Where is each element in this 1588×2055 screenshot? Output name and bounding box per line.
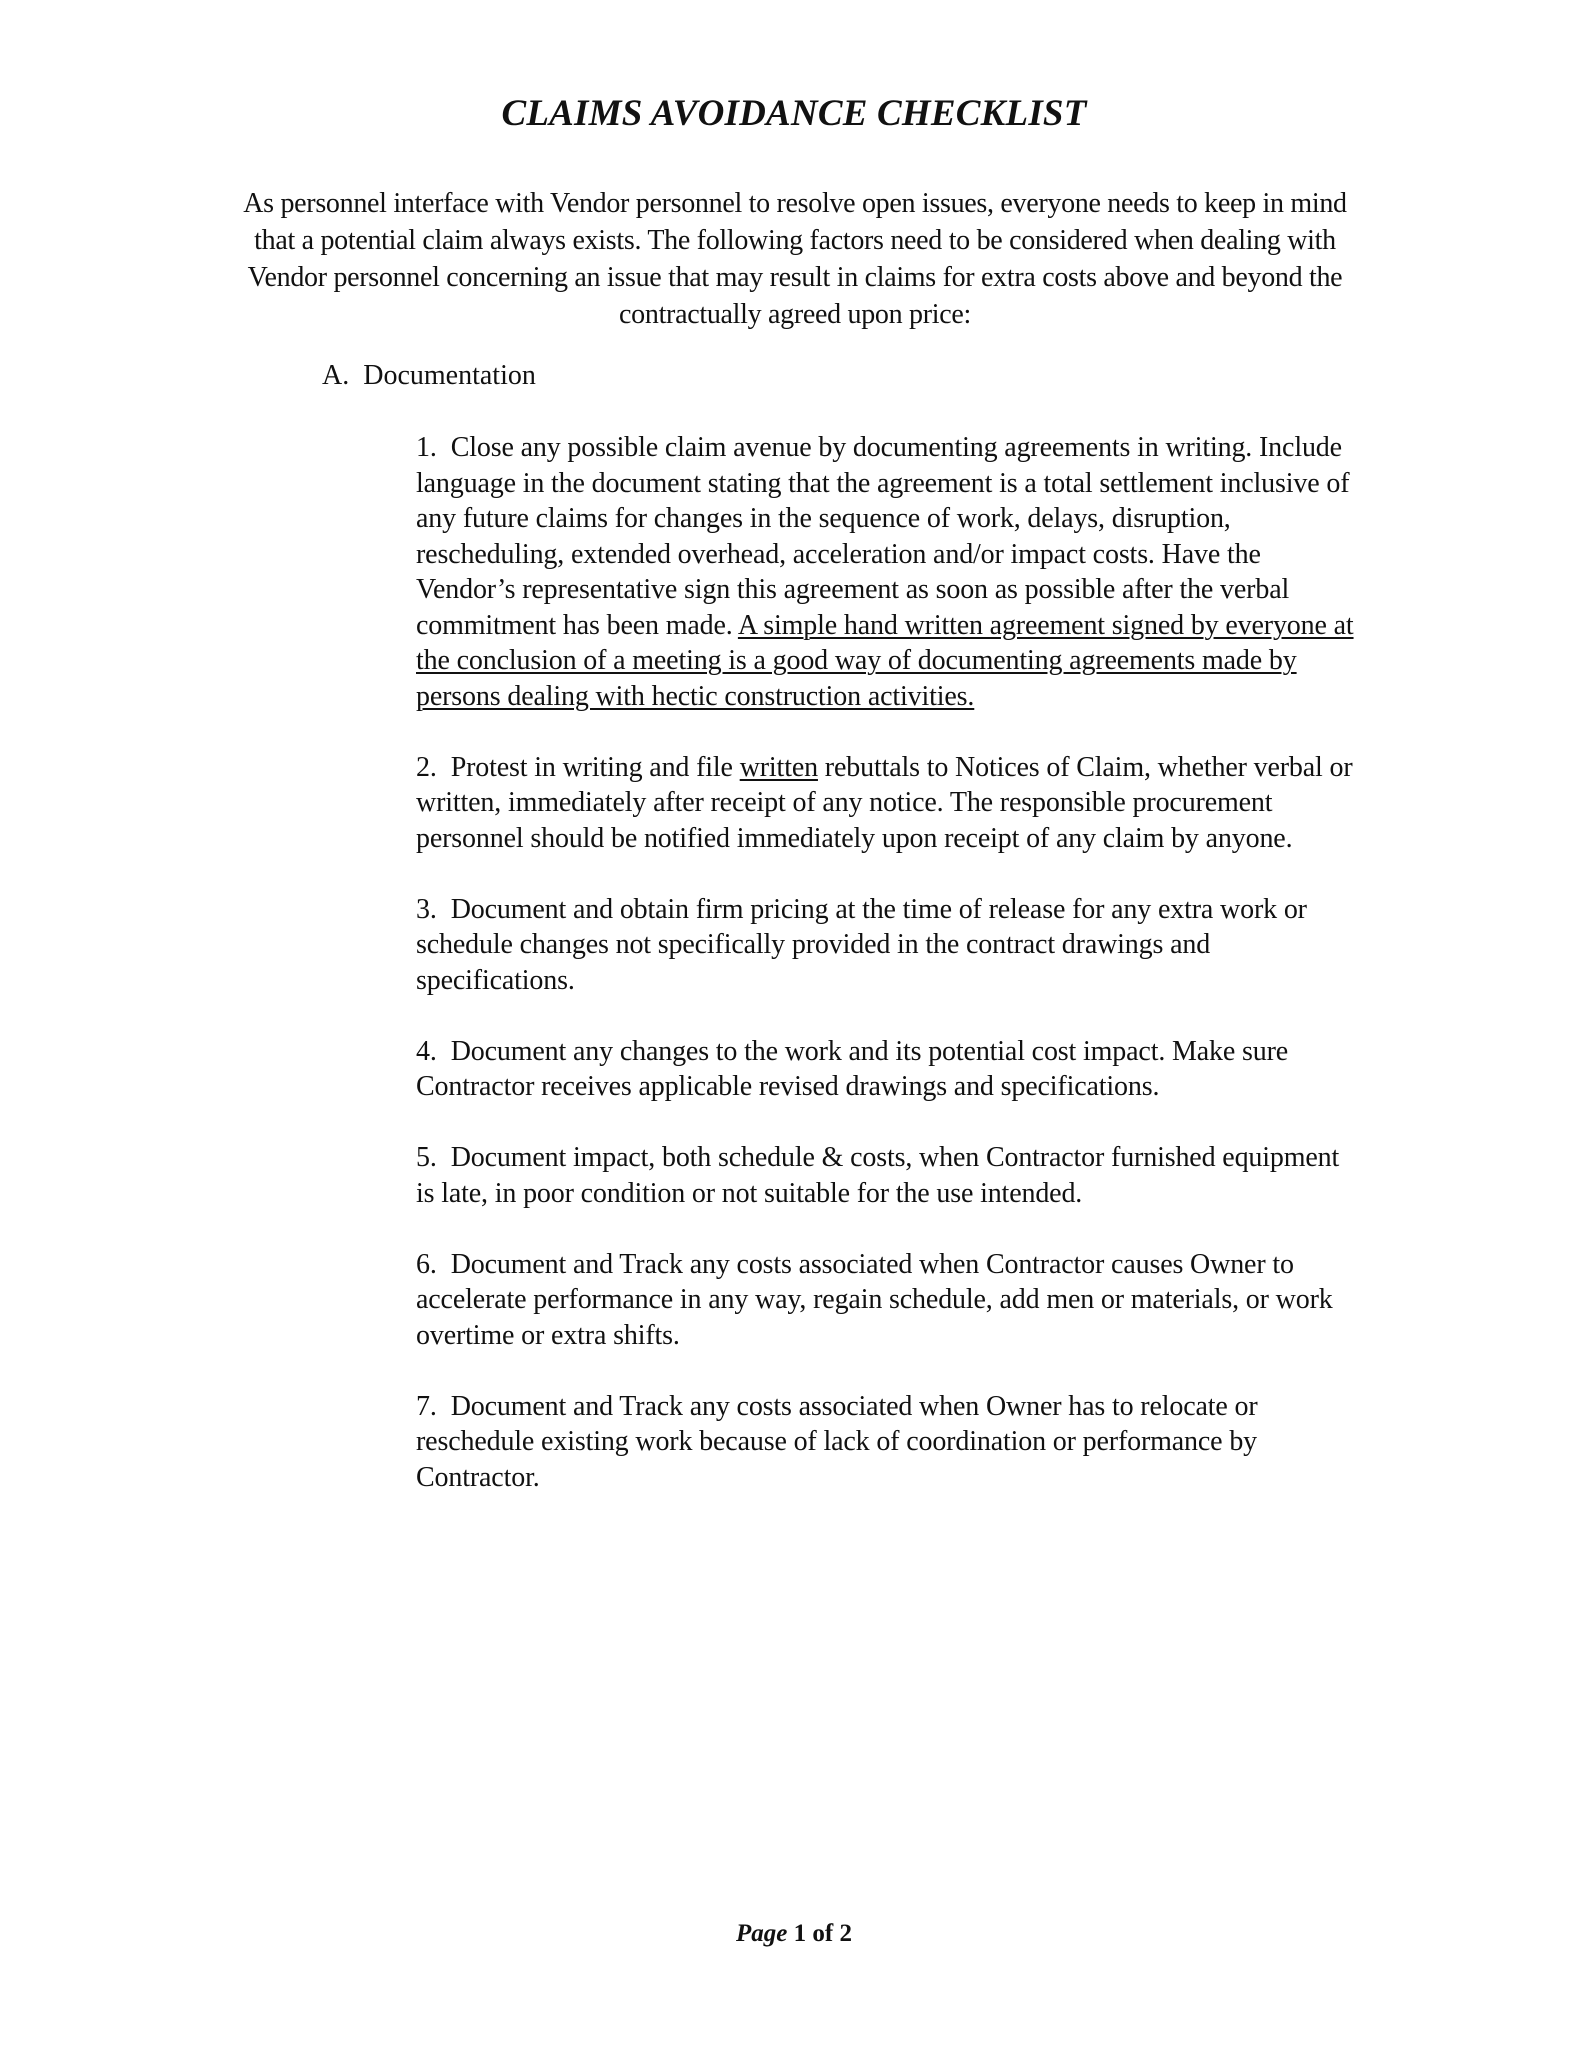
item-text: Document and Track any costs associated when Contractor causes Owner to accelerate performance in any way, regain schedule, add men or materials, or work overtime or extra shifts.	[416, 1248, 1333, 1351]
item-underlined-text: written	[739, 751, 818, 783]
item-text: Protest in writing and file	[450, 751, 740, 783]
footer-page-number: 1	[793, 1920, 807, 1947]
item-number: 5.	[416, 1142, 437, 1173]
item-number: 6.	[416, 1248, 437, 1280]
page-title: CLAIMS AVOIDANCE CHECKLIST	[501, 93, 1087, 134]
intro-paragraph: As personnel interface with Vendor personnel to resolve open issues, everyone needs to keep in mind that a potential claim always exists. The following factors need to be considered when dealing with Vendor personnel concerning an issue that may result in claims for extra costs above and beyond the contractually agreed upon price:	[243, 188, 1347, 330]
item-text: Document impact, both schedule & costs, when Contractor furnished equipment is late, in poor condition or not suitable for the use intended.	[416, 1142, 1340, 1209]
checklist-items	[416, 430, 1356, 1531]
item-underlined-text: A simple hand written agreement signed by everyone at the conclusion of a meeting is a good way of documenting agreements made by persons dealing with hectic construction activities.	[416, 609, 1354, 712]
checklist-item-6	[416, 1247, 1356, 1354]
checklist-item-1	[416, 430, 1356, 714]
item-text-continued: rebuttals to Notices of Claim, whether verbal or written, immediately after receipt of any notice. The responsible procurement personnel should be notified immediately upon receipt of any claim by anyone.	[416, 751, 1353, 854]
section-label: A.	[322, 360, 350, 391]
checklist-item-2	[416, 750, 1356, 857]
footer-page-total: 2	[839, 1920, 852, 1947]
item-text: Close any possible claim avenue by documenting agreements in writing. Include language in the document stating that the agreement is a total settlement inclusive of any future claims for changes in the sequence of work, delays, disruption, rescheduling, extended overhead, acceleration and/or impact costs. Have the Vendor’s representative sign this agreement as soon as possible after the verbal commitment has been made.	[416, 432, 1350, 641]
page-footer	[0, 1920, 1588, 1948]
item-number: 2.	[416, 751, 437, 783]
footer-page-word: Page	[736, 1920, 788, 1947]
item-text: Document any changes to the work and its potential cost impact. Make sure Contractor receives applicable revised drawings and specifications.	[416, 1035, 1289, 1102]
section-heading	[322, 357, 536, 394]
checklist-item-7	[416, 1389, 1356, 1496]
checklist-item-3	[416, 892, 1356, 999]
footer-of-word: of	[812, 1920, 834, 1947]
item-number: 1.	[416, 432, 437, 463]
item-number: 4.	[416, 1035, 437, 1067]
checklist-item-4	[416, 1034, 1356, 1105]
item-number: 7.	[416, 1390, 437, 1422]
section-title: Documentation	[363, 360, 536, 391]
item-number: 3.	[416, 893, 437, 925]
checklist-item-5	[416, 1140, 1356, 1211]
item-text: Document and Track any costs associated when Owner has to relocate or reschedule existing work because of lack of coordination or performance by Contractor.	[416, 1390, 1258, 1493]
item-text: Document and obtain firm pricing at the time of release for any extra work or schedule changes not specifically provided in the contract drawings and specifications.	[416, 893, 1307, 996]
